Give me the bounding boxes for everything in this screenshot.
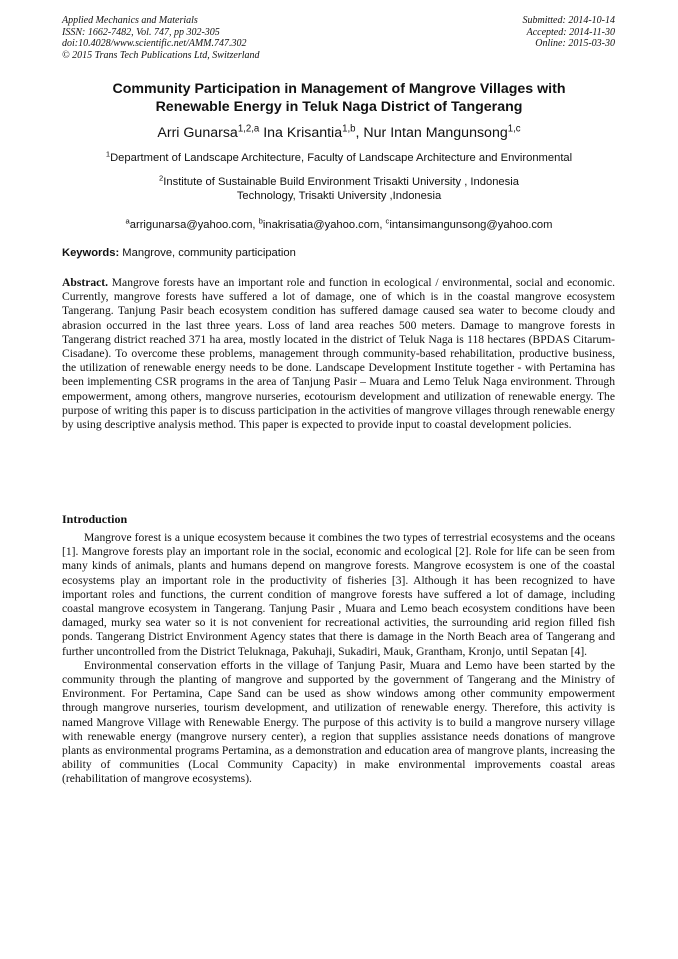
affiliation-text: Institute of Sustainable Build Environment Trisakti University , Indonesia: [163, 176, 519, 188]
keywords-text: Mangrove, community participation: [119, 247, 296, 259]
affiliation-2: [40, 175, 638, 203]
copyright: © 2015 Trans Tech Publications Ltd, Switzerland: [62, 49, 260, 61]
affiliation-text: Department of Landscape Architecture, Faculty of Landscape Architecture and Environmental: [110, 152, 573, 164]
author-list: Arri Gunarsa$^{1,2,a}$ Ina Krisantia$^{1,b}$, Nur Intan Mangunsong$^{1,c}$: [157, 123, 521, 141]
author-affiliation-marker: 1,2,a: [237, 123, 260, 135]
paragraph: Mangrove forest is a unique ecosystem because it combines the two types of terrestrial ecosystems and the oceans [1]. Mangrove forests play an important role in the social, economic and ecological [2]. Role for life can be seen from many kinds of animals, plants and humans depend on mangrove forests. Mangrove ecosystem is one of the coastal ecosystems play an important role in the productivity of fisheries [3]. Although it has been recognized to have important roles and functions, the current condition of mangrove forests have suffered a lot of damage, including coastal mangrove ecosystem in Tangerang. Tanjung Pasir , Muara and Lemo beach ecosystem conditions have been damaged, murky sea water so it is not convenient for recreational activities, the surrounding arid region filled fish ponds. Tangerang District Environment Agency states that there is damage in the North Beach area of Tangerang and further uncontrolled from the District Teluknaga, Pakuhaji, Sukadiri, Mauk, Grantham, Kronjo, until Sepatan [4].: [62, 531, 615, 658]
journal-header: [62, 15, 260, 61]
submitted-date: Submitted: 2014-10-14: [522, 15, 615, 26]
email-link[interactable]: inakrisatia@yahoo.com,: [262, 219, 386, 231]
online-date: Online: 2015-03-30: [535, 38, 615, 50]
introduction-body: [62, 531, 615, 787]
author-name: Ina Krisantia: [263, 125, 343, 141]
author-affiliation-marker: 1,b: [342, 123, 356, 135]
email-link[interactable]: arrigunarsa@yahoo.com,: [129, 219, 259, 231]
accepted-date: Accepted: 2014-11-30: [526, 26, 615, 38]
journal-name: Applied Mechanics and Materials: [62, 15, 198, 26]
title-line-2: Renewable Energy in Teluk Naga District of Tangerang: [155, 99, 523, 115]
email-marker: b: [258, 216, 263, 226]
journal-doi[interactable]: doi:10.4028/www.scientific.net/AMM.747.302: [62, 38, 247, 50]
abstract-text: Mangrove forests have an important role and function in ecological / environmental, social and economic. Currently, mangrove forests have suffered a lot of damage, one of which is in the coastal mangrove ecosystem Tangerang. Tanjung Pasir beach ecosystem condition has suffered damage caused sea water to become cloudy and abrasion occurred in the last three years. Loss of land area reaches 500 meters. Damage to mangrove forests in Tangerang district reached 371 ha area, mostly located in the district of Teluk Naga is 118 hectares (BPDAS Citarum-Cisadane). To overcome these problems, management through community-based rehabilitation, productive business, the utilization of renewable energy needs to be done. Landscape Development Institute together - with Pertamina has been implementing CSR programs in the area of Tanjung Pasir – Muara and Lemo Teluk Naga environment. Through empowerment, among others, mangrove nurseries, ecotourism development and utilization of renewable energy. The purpose of writing this paper is to discuss participation in the activities of mangrove villages through renewable energy by using descriptive analysis method. This paper is expected to provide input to coastal development policies.: [62, 276, 615, 432]
email-marker: c: [385, 216, 390, 226]
keywords-label: Keywords:: [62, 247, 120, 259]
keywords: [62, 246, 296, 260]
section-heading-introduction: Introduction: [62, 512, 128, 526]
author-affiliation-marker: 1,c: [507, 123, 521, 135]
email-marker: a: [125, 216, 130, 226]
abstract-label: Abstract.: [62, 276, 109, 289]
journal-issn: ISSN: 1662-7482, Vol. 747, pp 302-305: [62, 26, 220, 38]
abstract: [62, 276, 615, 432]
affiliation-1: [40, 151, 638, 165]
affiliation-text: Technology, Trisakti University ,Indonesia: [236, 190, 442, 202]
email-link[interactable]: intansimangunsong@yahoo.com: [389, 219, 553, 231]
author-emails: [40, 218, 638, 232]
paragraph: Environmental conservation efforts in the village of Tanjung Pasir, Muara and Lemo have been started by the community through the planting of mangrove and supported by the government of Tangerang and the Ministry of Environment. For Pertamina, Cape Sand can be used as show windows among other community empowerment through mangrove nurseries, tourism development, and utilization of renewable energy. Therefore, this activity is named Mangrove Village with Renewable Energy. The purpose of this activity is to build a mangrove nursery village with renewable energy (mangrove nursery center), a region that supplies assistance needs donations of mangrove plants as environmental programs Pertamina, as a demonstration and education area of mangrove plants, increasing the ability of communities (Local Community Capacity) in make environmental improvements coastal areas (rehabilitation of mangrove ecosystems).: [62, 658, 615, 786]
paper-title: [40, 80, 638, 116]
affiliation-marker: 1: [105, 149, 111, 159]
title-line-1: Community Participation in Management of Mangrove Villages with: [112, 81, 566, 97]
affiliation-marker: 2: [159, 173, 164, 183]
author-name: Arri Gunarsa: [157, 125, 238, 141]
author-name: Nur Intan Mangunsong: [363, 125, 508, 141]
submission-dates: [523, 15, 616, 50]
